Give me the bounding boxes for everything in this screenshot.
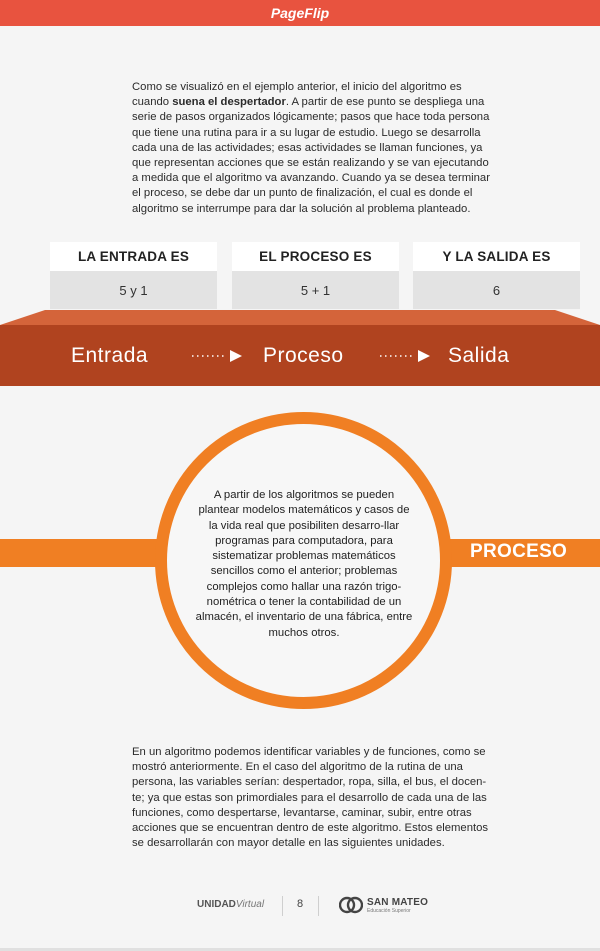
- page-title: PageFlip: [270, 5, 330, 21]
- process-header: EL PROCESO ES: [232, 242, 399, 271]
- input-value: 5 y 1: [50, 271, 217, 309]
- input-header: LA ENTRADA ES: [50, 242, 217, 271]
- page-number: 8: [296, 898, 304, 910]
- proceso-label: PROCESO: [470, 541, 568, 562]
- flow-proceso: Proceso: [263, 344, 344, 367]
- san-mateo-logo-icon: [339, 895, 363, 915]
- output-column: [413, 242, 580, 309]
- unidad-virtual-logo: UNIDADVirtual: [197, 899, 265, 910]
- process-column: [232, 242, 399, 309]
- accent-stripe-left: [0, 539, 175, 567]
- intro-paragraph: Como se visualizó en el ejemplo anterior, el inicio del algoritmo es cuando suena el despertador. A partir de ese punto se despliega una serie de pasos organizados lógicamente; pasos que hace toda persona que tiene una rutina para ir a su lugar de estudio. Luego se desarrolla cada una de las actividades; esas actividades se llaman funciones, ya que representan acciones que se están realizando y se van ejecutando a medida que el algoritmo va avanzando. Cuando ya se desea terminar el proceso, se debe dar un punto de finalización, el cual es donde el algoritmo se interrumpe para dar la solución al problema planteado.: [132, 81, 490, 215]
- flow-entrada: Entrada: [71, 344, 149, 367]
- input-column: [50, 242, 217, 309]
- intro-bold-phrase: suena el despertador: [172, 96, 286, 109]
- flow-salida: Salida: [448, 344, 510, 367]
- output-value: 6: [413, 271, 580, 309]
- closing-paragraph: En un algoritmo podemos identificar variables y de funciones, como se mostró anteriormente. En el caso del algoritmo de la rutina de una persona, las variables serían: despertador, ropa, silla, el bus, el docen-te; ya que estas son primordiales para el desarrollo de cada una de las funciones, como despertarse, levantarse, caminar, subir, entre otras acciones que se encuentran dentro de este algoritmo. Estos elementos se desarrollarán con mayor detalle en las siguientes unidades.: [132, 746, 489, 850]
- top-bar: [0, 0, 600, 26]
- footer-divider: [282, 896, 283, 916]
- circle-text: A partir de los algoritmos se pueden plantear modelos matemáticos y casos de la vida real que posibiliten desarro-llar programas para computadora, para sistematizar problemas matemáticos sencillos como el anterior; problemas complejos como hallar una razón trigo-nométrica o tener la contabilidad de un almacén, el inventario de una fábrica, entre muchos otros.: [195, 489, 413, 639]
- process-value: 5 + 1: [232, 271, 399, 309]
- san-mateo-subtitle: Educación Superior: [367, 908, 411, 914]
- output-header: Y LA SALIDA ES: [413, 242, 580, 271]
- san-mateo-brand: SAN MATEO: [367, 897, 429, 908]
- footer-divider: [318, 896, 319, 916]
